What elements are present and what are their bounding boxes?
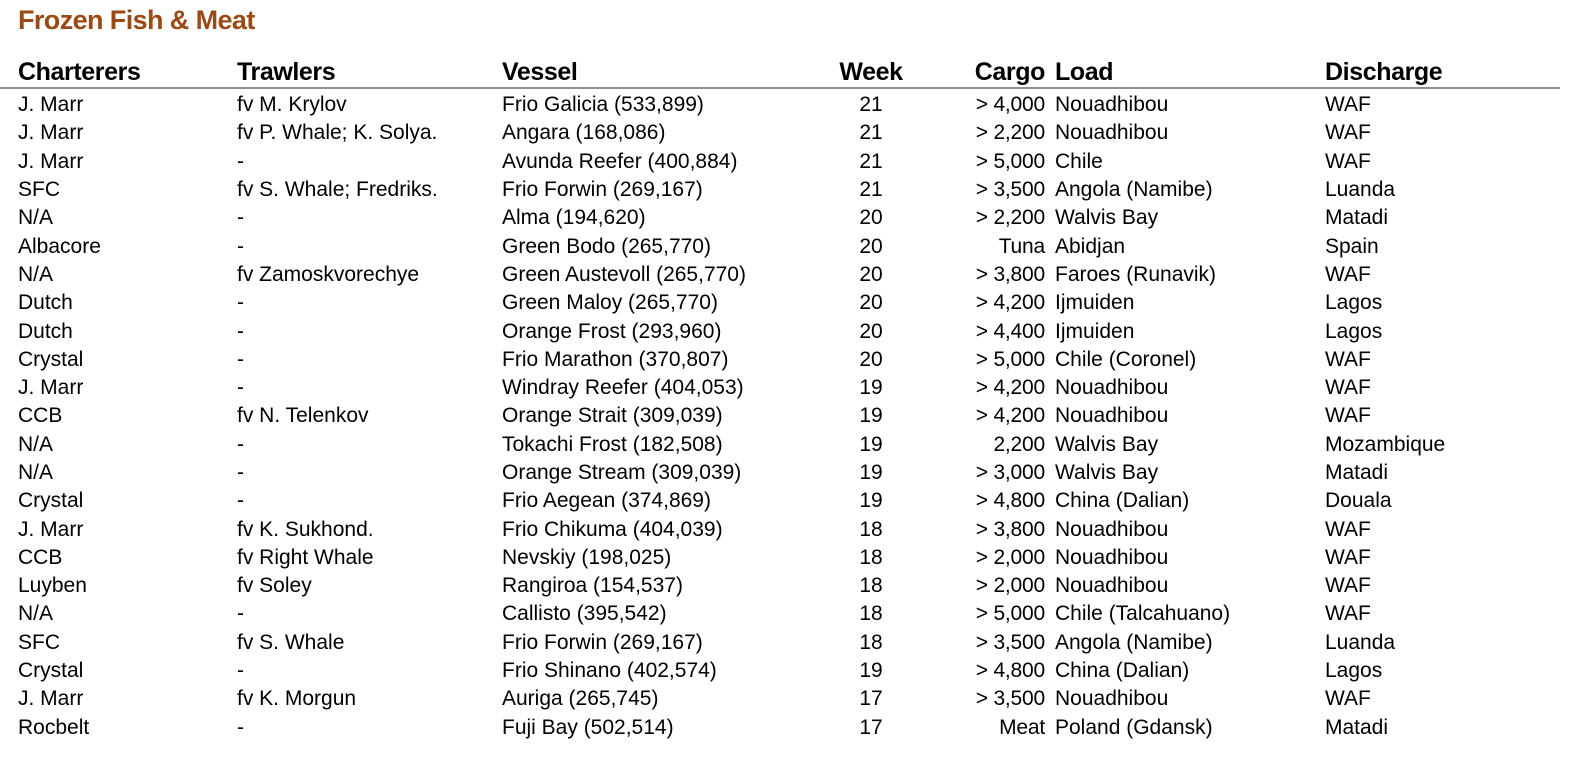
cell-vessel: Green Maloy (265,770) — [502, 291, 718, 315]
cell-discharge: Luanda — [1325, 630, 1396, 654]
cell-vessel: Orange Stream (309,039) — [502, 461, 742, 484]
cell-cargo: > 4,400 — [975, 319, 1045, 343]
cell-discharge: Mozambique — [1325, 432, 1446, 456]
cell-trawlers: - — [237, 659, 244, 683]
cell-week: 18 — [859, 602, 883, 626]
cell-load: Nouadhibou — [1055, 404, 1169, 428]
table-row — [0, 459, 1560, 487]
cell-vessel: Frio Forwin (269,167) — [502, 178, 703, 202]
cell-cargo: > 5,000 — [975, 602, 1045, 626]
cell-week: 19 — [859, 376, 883, 400]
cell-charterers: J. Marr — [18, 687, 84, 711]
cell-load: Abidjan — [1055, 234, 1126, 258]
cell-discharge: WAF — [1325, 347, 1371, 371]
cell-load: Faroes (Runavik) — [1055, 262, 1217, 286]
cell-vessel: Nevskiy (198,025) — [502, 545, 672, 569]
cell-vessel: Green Bodo (265,770) — [502, 234, 711, 258]
header-cargo: Cargo — [930, 55, 1055, 88]
cell-discharge: WAF — [1325, 687, 1371, 711]
table-row — [0, 119, 1560, 147]
cell-trawlers: fv S. Whale — [237, 630, 345, 654]
cell-discharge: Matadi — [1325, 206, 1389, 230]
cell-load: Nouadhibou — [1055, 93, 1169, 117]
cell-cargo: > 4,200 — [975, 404, 1045, 428]
cell-cargo: > 4,200 — [975, 291, 1045, 315]
cell-discharge: WAF — [1325, 93, 1371, 117]
cell-cargo: > 4,200 — [975, 376, 1045, 400]
cell-vessel: Auriga (265,745) — [502, 687, 659, 711]
cell-discharge: Lagos — [1325, 319, 1383, 343]
table-row — [0, 487, 1560, 515]
cell-trawlers: - — [237, 347, 244, 371]
cell-trawlers: - — [237, 432, 244, 456]
cell-charterers: Luyben — [18, 574, 87, 598]
cell-week: 19 — [859, 432, 883, 456]
header-load: Load — [1055, 55, 1325, 88]
cell-week: 21 — [859, 149, 883, 173]
cell-trawlers: - — [237, 602, 244, 626]
cell-cargo: > 4,000 — [975, 93, 1045, 117]
table-row — [0, 402, 1560, 430]
cell-charterers: Albacore — [18, 234, 101, 258]
cell-charterers: Rocbelt — [18, 715, 90, 739]
cell-week: 18 — [859, 517, 883, 541]
table-row — [0, 657, 1560, 685]
cell-charterers: Crystal — [18, 489, 84, 513]
cell-vessel: Avunda Reefer (400,884) — [502, 149, 738, 173]
cell-load: Angola (Namibe) — [1055, 630, 1213, 654]
table-row — [0, 515, 1560, 543]
cell-discharge: Matadi — [1325, 715, 1389, 739]
cell-trawlers: - — [237, 376, 244, 400]
cell-discharge: WAF — [1325, 121, 1371, 145]
cell-trawlers: - — [237, 206, 244, 230]
cell-charterers: Crystal — [18, 659, 84, 683]
table-row — [0, 176, 1560, 204]
cell-week: 21 — [859, 93, 883, 117]
table-row — [0, 204, 1560, 232]
cell-vessel: Tokachi Frost (182,508) — [502, 432, 723, 456]
header-trawlers: Trawlers — [237, 55, 502, 88]
cell-load: Angola (Namibe) — [1055, 178, 1213, 202]
table-row — [0, 544, 1560, 572]
cell-charterers: J. Marr — [18, 149, 84, 173]
cell-week: 20 — [859, 319, 883, 343]
cell-load: Chile (Coronel) — [1055, 347, 1197, 371]
cell-load: Ijmuiden — [1055, 291, 1135, 315]
cell-load: Walvis Bay — [1055, 206, 1159, 230]
table-row — [0, 148, 1560, 176]
header-discharge: Discharge — [1325, 55, 1560, 88]
cell-trawlers: fv N. Telenkov — [237, 404, 369, 428]
cell-load: Poland (Gdansk) — [1055, 715, 1213, 739]
cell-discharge: WAF — [1325, 545, 1371, 569]
cell-vessel: Frio Galicia (533,899) — [502, 93, 704, 117]
cell-charterers: N/A — [18, 262, 54, 286]
table-row — [0, 232, 1560, 260]
cell-cargo: > 2,000 — [975, 545, 1045, 569]
cell-vessel: Angara (168,086) — [502, 121, 666, 145]
table-row — [0, 431, 1560, 459]
cell-load: Nouadhibou — [1055, 121, 1169, 145]
cell-charterers: Crystal — [18, 347, 84, 371]
table-row — [0, 714, 1560, 742]
cell-week: 19 — [859, 659, 883, 683]
cell-cargo: > 4,800 — [975, 489, 1045, 513]
cell-cargo: Meat — [999, 715, 1045, 739]
table-body — [0, 88, 1560, 742]
cell-trawlers: - — [237, 319, 244, 343]
cell-discharge: WAF — [1325, 602, 1371, 626]
cell-trawlers: fv P. Whale; K. Solya. — [237, 121, 438, 145]
cell-week: 21 — [859, 178, 883, 202]
cell-trawlers: - — [237, 461, 244, 484]
cell-vessel: Fuji Bay (502,514) — [502, 715, 674, 739]
cell-vessel: Alma (194,620) — [502, 206, 646, 230]
table-row — [0, 572, 1560, 600]
cell-load: Nouadhibou — [1055, 545, 1169, 569]
cell-week: 17 — [859, 715, 883, 739]
cell-vessel: Windray Reefer (404,053) — [502, 376, 744, 400]
cell-week: 19 — [859, 404, 883, 428]
table-row — [0, 261, 1560, 289]
cell-discharge: Luanda — [1325, 178, 1396, 202]
cell-cargo: > 2,000 — [975, 574, 1045, 598]
cell-week: 18 — [859, 574, 883, 598]
cell-trawlers: fv K. Morgun — [237, 687, 357, 711]
cell-vessel: Green Austevoll (265,770) — [502, 262, 746, 286]
cell-cargo: 2,200 — [993, 432, 1045, 456]
cell-cargo: > 2,200 — [975, 206, 1045, 230]
table-row — [0, 374, 1560, 402]
cell-charterers: J. Marr — [18, 517, 84, 541]
cell-discharge: Lagos — [1325, 659, 1383, 683]
cell-cargo: > 3,500 — [975, 687, 1045, 711]
cell-week: 20 — [859, 234, 883, 258]
cell-cargo: > 3,000 — [975, 461, 1045, 484]
cell-week: 18 — [859, 630, 883, 654]
cell-discharge: Spain — [1325, 234, 1379, 258]
cell-discharge: WAF — [1325, 574, 1371, 598]
cell-load: Nouadhibou — [1055, 687, 1169, 711]
cell-discharge: WAF — [1325, 517, 1371, 541]
cell-charterers: CCB — [18, 404, 63, 428]
table-row — [0, 346, 1560, 374]
cell-discharge: WAF — [1325, 262, 1371, 286]
cell-load: China (Dalian) — [1055, 659, 1190, 683]
cell-charterers: N/A — [18, 206, 54, 230]
cell-charterers: N/A — [18, 461, 54, 484]
cell-charterers: J. Marr — [18, 93, 84, 117]
cell-vessel: Rangiroa (154,537) — [502, 574, 683, 598]
cell-load: Walvis Bay — [1055, 432, 1159, 456]
cell-vessel: Orange Strait (309,039) — [502, 404, 723, 428]
cell-charterers: CCB — [18, 545, 63, 569]
cell-trawlers: fv M. Krylov — [237, 93, 347, 117]
cell-week: 18 — [859, 545, 883, 569]
cell-discharge: Matadi — [1325, 461, 1389, 484]
cell-cargo: > 3,500 — [975, 630, 1045, 654]
cell-week: 19 — [859, 489, 883, 513]
page-title: Frozen Fish & Meat — [18, 5, 255, 35]
cell-week: 20 — [859, 291, 883, 315]
cell-vessel: Frio Aegean (374,869) — [502, 489, 711, 513]
cell-cargo: > 2,200 — [975, 121, 1045, 145]
cell-discharge: WAF — [1325, 149, 1371, 173]
cell-charterers: J. Marr — [18, 121, 84, 145]
cell-cargo: Tuna — [998, 234, 1045, 258]
cell-trawlers: - — [237, 234, 244, 258]
cell-cargo: > 5,000 — [975, 149, 1045, 173]
cell-load: Nouadhibou — [1055, 517, 1169, 541]
cell-vessel: Frio Shinano (402,574) — [502, 659, 717, 683]
table-row — [0, 88, 1560, 119]
cell-charterers: N/A — [18, 602, 54, 626]
table-row — [0, 317, 1560, 345]
cell-trawlers: fv K. Sukhond. — [237, 517, 374, 541]
cell-charterers: Dutch — [18, 291, 73, 315]
cell-cargo: > 3,500 — [975, 178, 1045, 202]
cell-load: Ijmuiden — [1055, 319, 1135, 343]
cell-discharge: Lagos — [1325, 291, 1383, 315]
header-week: Week — [812, 55, 930, 88]
cell-trawlers: fv S. Whale; Fredriks. — [237, 178, 438, 202]
cell-load: Chile — [1055, 149, 1103, 173]
cell-vessel: Orange Frost (293,960) — [502, 319, 722, 343]
cell-week: 17 — [859, 687, 883, 711]
table-row — [0, 629, 1560, 657]
cell-charterers: Dutch — [18, 319, 73, 343]
cell-week: 19 — [859, 461, 883, 484]
header-charterers: Charterers — [0, 55, 237, 88]
cell-charterers: J. Marr — [18, 376, 84, 400]
table-row — [0, 289, 1560, 317]
cell-vessel: Callisto (395,542) — [502, 602, 667, 626]
cell-vessel: Frio Marathon (370,807) — [502, 347, 729, 371]
table-row — [0, 685, 1560, 713]
cell-trawlers: fv Zamoskvorechye — [237, 262, 420, 286]
cell-trawlers: - — [237, 149, 244, 173]
cell-vessel: Frio Chikuma (404,039) — [502, 517, 723, 541]
cell-trawlers: - — [237, 291, 244, 315]
cell-discharge: WAF — [1325, 376, 1371, 400]
cell-week: 20 — [859, 262, 883, 286]
cell-charterers: SFC — [18, 178, 60, 202]
table-header-row — [0, 55, 1560, 88]
cell-load: Nouadhibou — [1055, 574, 1169, 598]
cell-cargo: > 5,000 — [975, 347, 1045, 371]
cell-trawlers: fv Right Whale — [237, 545, 374, 569]
cell-cargo: > 3,800 — [975, 262, 1045, 286]
cell-trawlers: - — [237, 715, 244, 739]
cell-discharge: WAF — [1325, 404, 1371, 428]
cell-week: 20 — [859, 347, 883, 371]
cell-discharge: Douala — [1325, 489, 1392, 513]
fleet-table — [0, 55, 1560, 742]
cell-cargo: > 3,800 — [975, 517, 1045, 541]
cell-charterers: N/A — [18, 432, 54, 456]
cell-cargo: > 4,800 — [975, 659, 1045, 683]
header-vessel: Vessel — [502, 55, 812, 88]
cell-trawlers: - — [237, 489, 244, 513]
cell-week: 20 — [859, 206, 883, 230]
cell-charterers: SFC — [18, 630, 60, 654]
cell-vessel: Frio Forwin (269,167) — [502, 630, 703, 654]
cell-load: Chile (Talcahuano) — [1055, 602, 1231, 626]
cell-week: 21 — [859, 121, 883, 145]
cell-trawlers: fv Soley — [237, 574, 312, 598]
cell-load: China (Dalian) — [1055, 489, 1190, 513]
cell-load: Walvis Bay — [1055, 461, 1159, 484]
cell-load: Nouadhibou — [1055, 376, 1169, 400]
table-row — [0, 600, 1560, 628]
